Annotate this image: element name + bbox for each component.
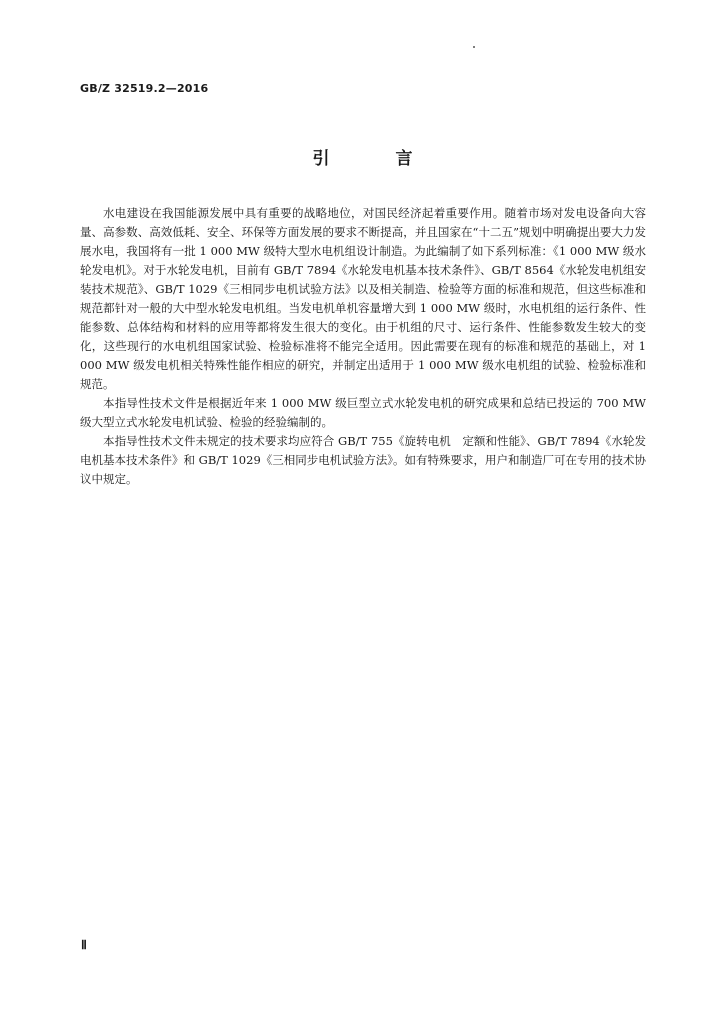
scan-speck <box>473 46 475 48</box>
paragraph-2: 本指导性技术文件是根据近年来 1 000 MW 级巨型立式水轮发电机的研究成果和总结已投运的 700 MW 级大型立式水轮发电机试验、检验的经验编制的。 <box>80 396 646 429</box>
section-body <box>80 204 646 489</box>
page-number: Ⅱ <box>81 938 87 952</box>
paragraph-1: 水电建设在我国能源发展中具有重要的战略地位，对国民经济起着重要作用。随着市场对发电设备向大容量、高参数、高效低耗、安全、环保等方面发展的要求不断提高，并且国家在“十二五”规划中明确提出要大力发展水电，我国将有一批 1 000 MW 级特大型水电机组设计制造。为此编制了如下系列标准：《1 000 MW 级水轮发电机》。对于水轮发电机，目前有 GB/T 7894《水轮发电机基本技术条件》、GB/T 8564《水轮发电机组安装技术规范》、GB/T 1029《三相同步电机试验方法》以及相关制造、检验等方面的标准和规范，但这些标准和规范都针对一般的大中型水轮发电机组。当发电机单机容量增大到 1 000 MW 级时，水电机组的运行条件、性能参数、总体结构和材料的应用等都将发生很大的变化。由于机组的尺寸、运行条件、性能参数发生较大的变化，这些现行的水电机组国家试验、检验标准将不能完全适用。因此需要在现有的标准和规范的基础上，对 1 000 MW 级发电机相关特殊性能作相应的研究，并制定出适用于 1 000 MW 级水电机组的试验、检验标准和规范。 <box>80 206 646 391</box>
section-title: 引 言 <box>312 149 443 169</box>
paragraph-3: 本指导性技术文件未规定的技术要求均应符合 GB/T 755《旋转电机 定额和性能》、GB/T 7894《水轮发电机基本技术条件》和 GB/T 1029《三相同步电机试验方法》。如有特殊要求，用户和制造厂可在专用的技术协议中规定。 <box>80 434 647 486</box>
standard-number: GB/Z 32519.2—2016 <box>80 82 209 95</box>
